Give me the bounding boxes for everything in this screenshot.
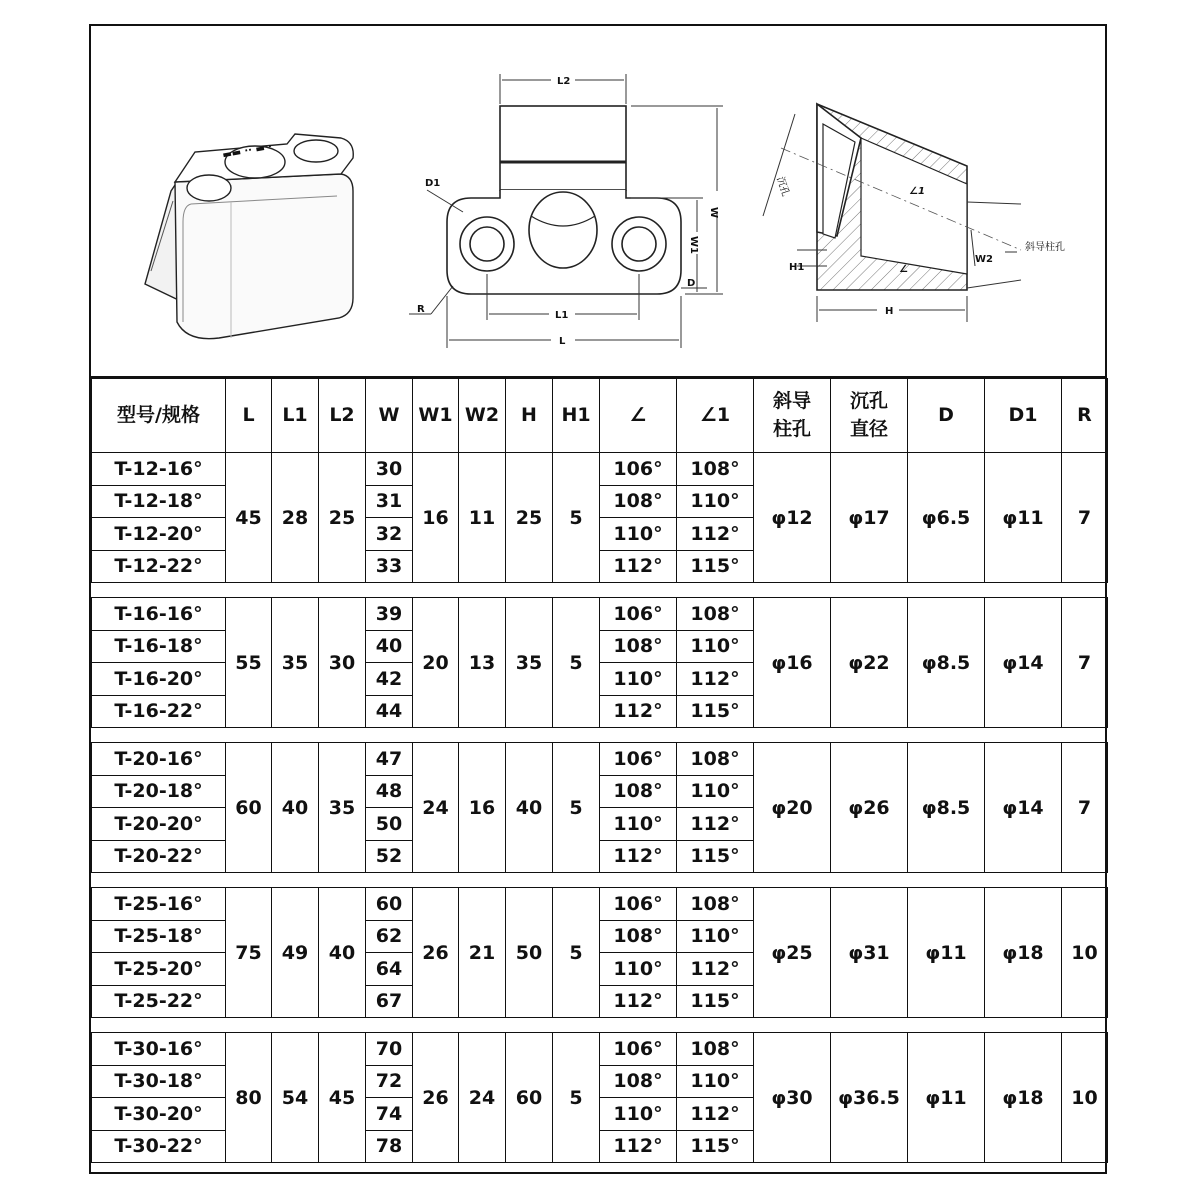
cell-L: 60 xyxy=(226,743,272,873)
cell-angle: 112° xyxy=(600,695,677,728)
cell-R: 7 xyxy=(1062,453,1108,583)
model-cell: T-20-20° xyxy=(92,808,226,841)
label-angled-pin-hole: 斜导柱孔 xyxy=(1025,242,1065,253)
cell-angle1: 112° xyxy=(677,518,754,551)
cell-W: 74 xyxy=(366,1098,413,1131)
cell-H1: 5 xyxy=(553,453,600,583)
cell-W: 72 xyxy=(366,1065,413,1098)
cell-H: 40 xyxy=(506,743,553,873)
cell-W: 50 xyxy=(366,808,413,841)
model-cell: T-12-22° xyxy=(92,550,226,583)
cell-W: 48 xyxy=(366,775,413,808)
cell-W2: 16 xyxy=(459,743,506,873)
header-text: L xyxy=(242,403,255,426)
cell-W: 32 xyxy=(366,518,413,551)
cell-angle: 108° xyxy=(600,920,677,953)
column-header xyxy=(553,379,600,453)
separator-cell xyxy=(92,583,1108,598)
table-row xyxy=(92,1033,1108,1066)
cell-W: 42 xyxy=(366,663,413,696)
group-separator xyxy=(92,583,1108,598)
cell-angle: 110° xyxy=(600,518,677,551)
model-cell: T-12-18° xyxy=(92,485,226,518)
separator-cell xyxy=(92,728,1108,743)
model-cell: T-16-20° xyxy=(92,663,226,696)
column-header xyxy=(92,379,226,453)
cell-R: 10 xyxy=(1062,1033,1108,1163)
dim-H1: H1 xyxy=(789,262,805,273)
cell-angle1: 110° xyxy=(677,630,754,663)
model-cell: T-25-18° xyxy=(92,920,226,953)
table-row xyxy=(92,453,1108,486)
column-header xyxy=(506,379,553,453)
front-view xyxy=(409,74,723,348)
header-text: 斜导 xyxy=(772,389,811,412)
cell-W: 52 xyxy=(366,840,413,873)
cell-angle: 106° xyxy=(600,598,677,631)
cell-angle: 106° xyxy=(600,453,677,486)
column-header xyxy=(754,379,831,453)
group-separator xyxy=(92,873,1108,888)
cell-counterbore-dia: φ36.5 xyxy=(831,1033,908,1163)
dim-W1: W1 xyxy=(688,236,699,254)
dim-D1: D1 xyxy=(425,178,441,189)
cell-angle: 108° xyxy=(600,630,677,663)
cell-pin-hole: φ25 xyxy=(754,888,831,1018)
header-text: 沉孔 xyxy=(849,389,888,412)
cell-angle: 106° xyxy=(600,1033,677,1066)
cell-angle1: 115° xyxy=(677,550,754,583)
dim-L2: L2 xyxy=(557,76,571,87)
spec-table xyxy=(91,378,1108,1163)
model-cell: T-30-18° xyxy=(92,1065,226,1098)
column-header xyxy=(1062,379,1108,453)
cell-L: 75 xyxy=(226,888,272,1018)
technical-drawing xyxy=(91,26,1105,376)
header-text: W1 xyxy=(418,403,453,426)
header-text: L2 xyxy=(329,403,355,426)
cell-W: 67 xyxy=(366,985,413,1018)
cell-D: φ6.5 xyxy=(908,453,985,583)
model-cell: T-16-18° xyxy=(92,630,226,663)
header-text: D xyxy=(938,403,954,426)
cell-angle: 110° xyxy=(600,1098,677,1131)
dim-W2: W2 xyxy=(975,254,993,265)
header-text: 型号/规格 xyxy=(117,403,200,426)
column-header xyxy=(600,379,677,453)
header-text: ∠1 xyxy=(699,403,731,426)
cell-L2: 40 xyxy=(319,888,366,1018)
cell-W: 31 xyxy=(366,485,413,518)
cell-L1: 54 xyxy=(272,1033,319,1163)
cell-W1: 26 xyxy=(413,888,459,1018)
cell-W2: 11 xyxy=(459,453,506,583)
cell-H1: 5 xyxy=(553,743,600,873)
cell-L1: 28 xyxy=(272,453,319,583)
cell-D1: φ14 xyxy=(985,598,1062,728)
cell-W: 70 xyxy=(366,1033,413,1066)
cell-angle1: 115° xyxy=(677,695,754,728)
cell-W: 47 xyxy=(366,743,413,776)
cell-L1: 49 xyxy=(272,888,319,1018)
cell-W1: 16 xyxy=(413,453,459,583)
cell-angle: 110° xyxy=(600,953,677,986)
cell-angle1: 115° xyxy=(677,985,754,1018)
cell-angle1: 110° xyxy=(677,1065,754,1098)
cell-H1: 5 xyxy=(553,888,600,1018)
cell-pin-hole: φ20 xyxy=(754,743,831,873)
cell-H: 25 xyxy=(506,453,553,583)
cell-D: φ11 xyxy=(908,888,985,1018)
cell-L1: 35 xyxy=(272,598,319,728)
label-counterbore: 沉孔 xyxy=(774,175,791,198)
cell-H1: 5 xyxy=(553,598,600,728)
cell-D: φ11 xyxy=(908,1033,985,1163)
drawing-panel xyxy=(91,26,1105,378)
column-header xyxy=(366,379,413,453)
cell-W: 62 xyxy=(366,920,413,953)
cell-D1: φ18 xyxy=(985,888,1062,1018)
cell-angle: 112° xyxy=(600,550,677,583)
cell-W: 78 xyxy=(366,1130,413,1163)
model-cell: T-25-22° xyxy=(92,985,226,1018)
cell-W1: 26 xyxy=(413,1033,459,1163)
cell-pin-hole: φ16 xyxy=(754,598,831,728)
cell-counterbore-dia: φ26 xyxy=(831,743,908,873)
header-text: 直径 xyxy=(849,417,888,440)
group-separator xyxy=(92,728,1108,743)
dim-angle: ∠ xyxy=(899,264,908,275)
cell-counterbore-dia: φ31 xyxy=(831,888,908,1018)
cell-angle1: 108° xyxy=(677,598,754,631)
model-cell: T-30-22° xyxy=(92,1130,226,1163)
header-text: W2 xyxy=(464,403,500,426)
cell-angle1: 110° xyxy=(677,485,754,518)
header-text: ∠ xyxy=(629,403,647,426)
cell-L1: 40 xyxy=(272,743,319,873)
dim-L: L xyxy=(559,336,566,347)
cell-W: 44 xyxy=(366,695,413,728)
spec-sheet xyxy=(89,24,1107,1174)
cell-H: 50 xyxy=(506,888,553,1018)
cell-D1: φ11 xyxy=(985,453,1062,583)
column-header xyxy=(459,379,506,453)
part-marking: ▬▬ ·· ▬ · xyxy=(221,141,273,161)
cell-D: φ8.5 xyxy=(908,743,985,873)
cell-angle1: 112° xyxy=(677,1098,754,1131)
cell-W: 64 xyxy=(366,953,413,986)
cell-R: 10 xyxy=(1062,888,1108,1018)
column-header xyxy=(908,379,985,453)
cell-angle1: 112° xyxy=(677,953,754,986)
header-text: H xyxy=(521,403,537,426)
cell-angle: 112° xyxy=(600,840,677,873)
table-row xyxy=(92,888,1108,921)
cell-angle1: 108° xyxy=(677,1033,754,1066)
cell-W1: 20 xyxy=(413,598,459,728)
table-row xyxy=(92,598,1108,631)
dim-R: R xyxy=(417,304,425,315)
model-cell: T-16-22° xyxy=(92,695,226,728)
cell-angle: 108° xyxy=(600,775,677,808)
column-header xyxy=(319,379,366,453)
dim-angle1: ∠1 xyxy=(909,186,925,197)
header-text: R xyxy=(1077,403,1092,426)
separator-cell xyxy=(92,1018,1108,1033)
model-cell: T-25-16° xyxy=(92,888,226,921)
cell-W: 39 xyxy=(366,598,413,631)
column-header xyxy=(677,379,754,453)
cell-angle: 112° xyxy=(600,1130,677,1163)
cell-W2: 13 xyxy=(459,598,506,728)
dim-L1: L1 xyxy=(555,310,569,321)
cell-H: 60 xyxy=(506,1033,553,1163)
model-cell: T-20-18° xyxy=(92,775,226,808)
dim-W: W xyxy=(708,207,719,219)
cell-angle1: 115° xyxy=(677,840,754,873)
cell-angle1: 112° xyxy=(677,808,754,841)
model-cell: T-16-16° xyxy=(92,598,226,631)
cell-L2: 25 xyxy=(319,453,366,583)
cell-angle: 106° xyxy=(600,743,677,776)
cell-D: φ8.5 xyxy=(908,598,985,728)
cell-W: 40 xyxy=(366,630,413,663)
model-cell: T-30-16° xyxy=(92,1033,226,1066)
cell-angle: 110° xyxy=(600,808,677,841)
header-text: W xyxy=(378,403,400,426)
cell-W2: 24 xyxy=(459,1033,506,1163)
cell-W1: 24 xyxy=(413,743,459,873)
header-text: L1 xyxy=(282,403,308,426)
cell-angle: 112° xyxy=(600,985,677,1018)
side-section-view xyxy=(763,104,1021,322)
cell-angle: 106° xyxy=(600,888,677,921)
cell-counterbore-dia: φ17 xyxy=(831,453,908,583)
cell-W: 30 xyxy=(366,453,413,486)
model-cell: T-12-16° xyxy=(92,453,226,486)
cell-angle1: 110° xyxy=(677,775,754,808)
cell-angle1: 108° xyxy=(677,743,754,776)
model-cell: T-30-20° xyxy=(92,1098,226,1131)
cell-angle1: 108° xyxy=(677,453,754,486)
header-text: H1 xyxy=(561,403,591,426)
cell-L: 80 xyxy=(226,1033,272,1163)
header-text: D1 xyxy=(1008,403,1038,426)
column-header xyxy=(985,379,1062,453)
table-header xyxy=(92,379,1108,453)
group-separator xyxy=(92,1018,1108,1033)
cell-R: 7 xyxy=(1062,743,1108,873)
isometric-view xyxy=(145,134,353,339)
table-body xyxy=(92,453,1108,1163)
header-text: 柱孔 xyxy=(772,417,811,440)
dim-D: D xyxy=(687,278,696,289)
cell-angle1: 110° xyxy=(677,920,754,953)
cell-L2: 45 xyxy=(319,1033,366,1163)
cell-L: 55 xyxy=(226,598,272,728)
cell-D1: φ18 xyxy=(985,1033,1062,1163)
separator-cell xyxy=(92,873,1108,888)
cell-angle: 108° xyxy=(600,1065,677,1098)
cell-pin-hole: φ30 xyxy=(754,1033,831,1163)
cell-W: 60 xyxy=(366,888,413,921)
cell-angle: 110° xyxy=(600,663,677,696)
cell-L: 45 xyxy=(226,453,272,583)
model-cell: T-12-20° xyxy=(92,518,226,551)
cell-L2: 35 xyxy=(319,743,366,873)
cell-R: 7 xyxy=(1062,598,1108,728)
table-row xyxy=(92,743,1108,776)
cell-H1: 5 xyxy=(553,1033,600,1163)
cell-angle1: 115° xyxy=(677,1130,754,1163)
model-cell: T-20-16° xyxy=(92,743,226,776)
column-header xyxy=(413,379,459,453)
cell-W: 33 xyxy=(366,550,413,583)
column-header xyxy=(272,379,319,453)
cell-angle: 108° xyxy=(600,485,677,518)
column-header xyxy=(226,379,272,453)
dim-H: H xyxy=(885,306,894,317)
cell-D1: φ14 xyxy=(985,743,1062,873)
cell-angle1: 108° xyxy=(677,888,754,921)
cell-pin-hole: φ12 xyxy=(754,453,831,583)
column-header xyxy=(831,379,908,453)
cell-counterbore-dia: φ22 xyxy=(831,598,908,728)
cell-W2: 21 xyxy=(459,888,506,1018)
model-cell: T-20-22° xyxy=(92,840,226,873)
cell-H: 35 xyxy=(506,598,553,728)
cell-L2: 30 xyxy=(319,598,366,728)
cell-angle1: 112° xyxy=(677,663,754,696)
model-cell: T-25-20° xyxy=(92,953,226,986)
